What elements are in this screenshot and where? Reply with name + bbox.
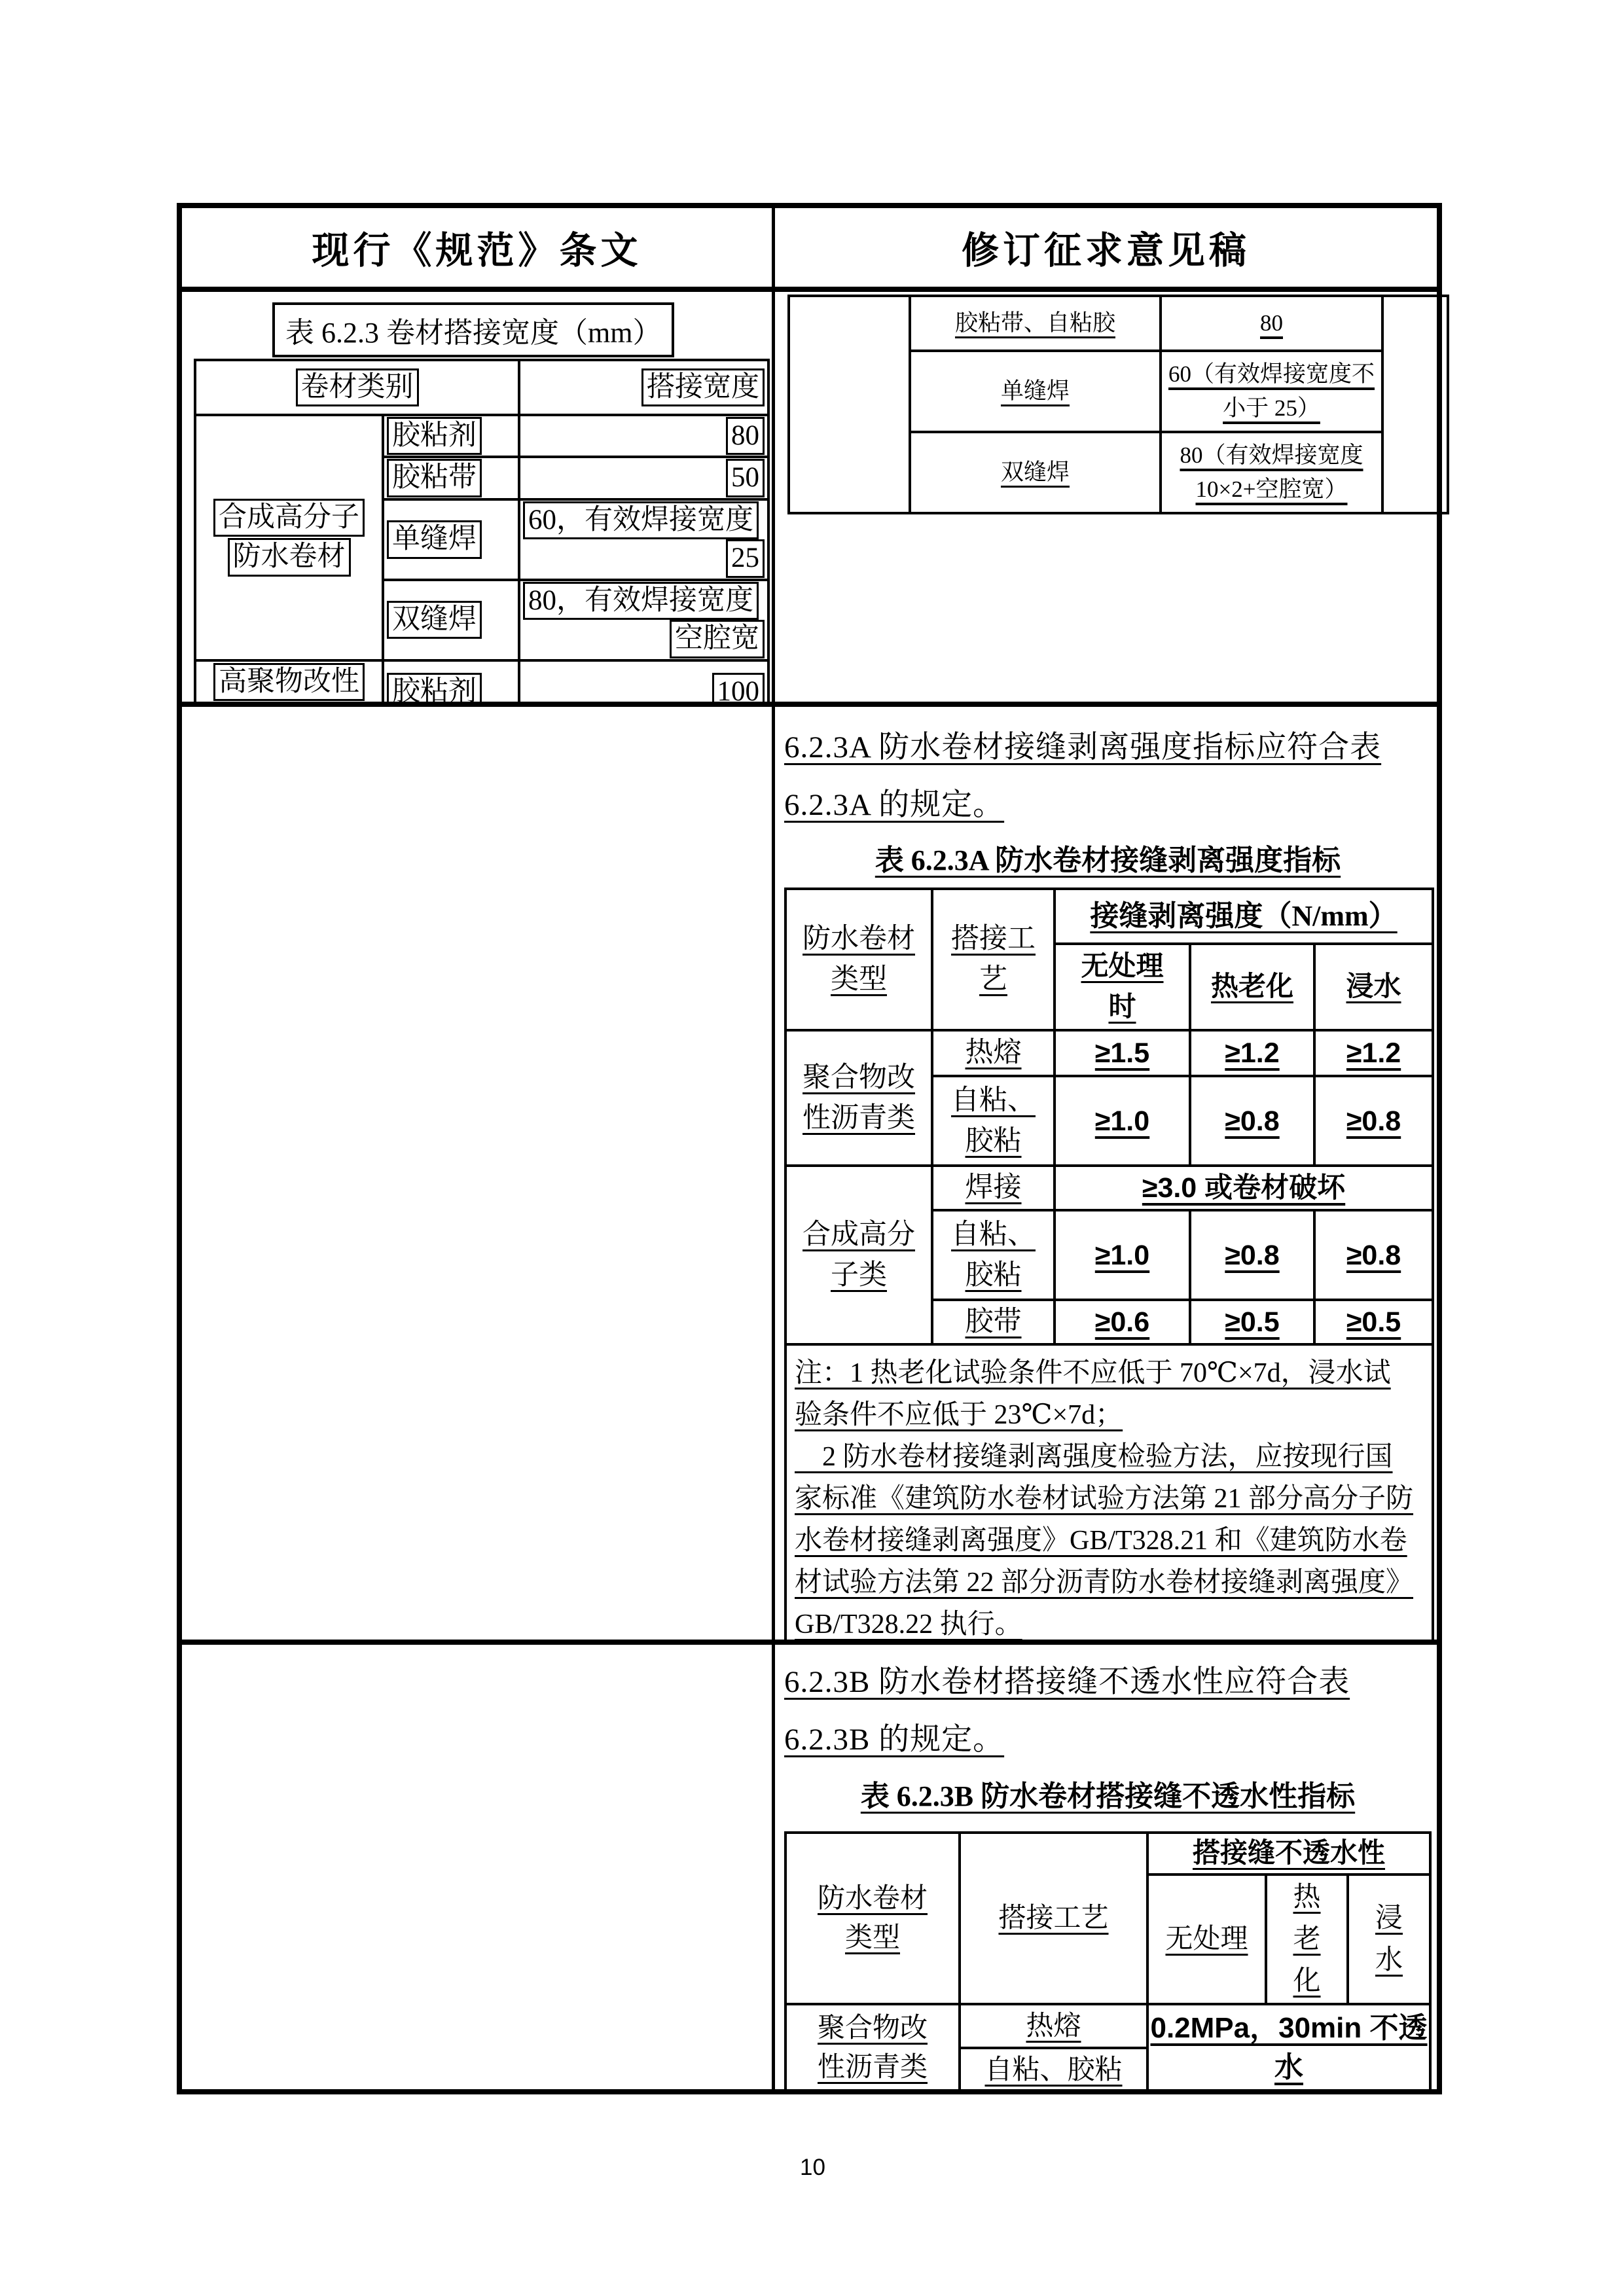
value-text: ≥0.6	[1094, 1306, 1150, 1338]
col-header-peel-strength	[1055, 889, 1433, 944]
category-line: 性沥青类	[803, 1102, 915, 1134]
value-cell	[1055, 1076, 1190, 1166]
col-header-lap-process	[932, 889, 1055, 1030]
category-line: 聚合物改	[817, 2013, 928, 2043]
table-row	[195, 415, 768, 457]
note-line: 验条件不应低于 23℃×7d；	[795, 1400, 1123, 1430]
process-cell	[960, 2004, 1147, 2048]
method-cell	[383, 499, 519, 580]
process-text: 热熔	[965, 1037, 1022, 1068]
table-6-2-3a	[784, 888, 1434, 1655]
vertical-char: 老	[1293, 1924, 1321, 1954]
clause-line: 6.2.3A 的规定。	[784, 788, 1005, 822]
header-line: 无处理	[1165, 1924, 1248, 1954]
value-cell-weld	[1055, 1166, 1433, 1210]
value-text: 50	[726, 459, 765, 497]
header-line: 搭接工	[951, 924, 1036, 954]
impermeability-header-text: 搭接缝不透水性	[1192, 1839, 1385, 1869]
clause-6-2-3b-text	[784, 1653, 1432, 1768]
vertical-char: 浸	[1375, 1903, 1403, 1933]
value-text: ≥0.8	[1346, 1105, 1401, 1137]
subheader-water-immersed	[1314, 944, 1433, 1030]
subheader-untreated	[1147, 1874, 1266, 2004]
col-header-impermeability	[1147, 1833, 1430, 1874]
group-synthetic-polymer	[195, 415, 383, 660]
header-revision-draft-label: 修订征求意见稿	[962, 230, 1250, 272]
category-line: 子类	[831, 1259, 887, 1291]
empty-margin-cell	[1382, 296, 1448, 513]
value-text: ≥1.2	[1346, 1037, 1401, 1069]
clause-line: 6.2.3A 防水卷材接缝剥离强度指标应符合表	[784, 730, 1382, 764]
value-cell	[519, 415, 768, 457]
clause-6-2-3a-text	[784, 719, 1432, 834]
table-notes	[785, 1344, 1433, 1653]
category-line: 合成高分	[803, 1219, 915, 1250]
value-text-line: 10×2+空腔宽）	[1195, 476, 1348, 502]
value-cell	[1314, 1076, 1433, 1166]
value-text-line: 80（有效焊接宽度	[1180, 442, 1363, 468]
value-cell	[1314, 1030, 1433, 1076]
value-text: ≥1.0	[1094, 1239, 1150, 1271]
value-cell	[1161, 351, 1382, 432]
vertical-char: 化	[1293, 1966, 1321, 1996]
note-line: 注：1 热老化试验条件不应低于 70℃×7d，浸水试	[795, 1358, 1391, 1388]
method-text: 双缝焊	[1000, 459, 1070, 485]
value-text: ≥1.5	[1094, 1037, 1150, 1069]
method-cell	[910, 432, 1161, 513]
value-text-line: 60（有效焊接宽度不	[1168, 361, 1375, 387]
process-cell	[960, 2048, 1147, 2092]
category-header-text: 卷材类别	[296, 368, 419, 406]
header-line: 艺	[979, 964, 1007, 995]
header-line: 浸水	[1346, 972, 1401, 1002]
value-text: 100	[712, 673, 765, 711]
process-cell	[932, 1030, 1055, 1076]
value-text-line: 25	[726, 539, 765, 577]
process-cell	[932, 1300, 1055, 1344]
value-text: ≥0.5	[1346, 1306, 1401, 1338]
col-header-category	[195, 360, 519, 415]
value-text: ≥1.0	[1094, 1105, 1150, 1137]
category-synthetic-polymer	[785, 1166, 932, 1344]
note-line: 2 防水卷材接缝剥离强度检验方法，应按现行国	[795, 1442, 1393, 1472]
method-cell	[383, 457, 519, 499]
subheader-heat-aged	[1190, 944, 1314, 1030]
value-cell	[1314, 1300, 1433, 1344]
current-code-empty-a	[182, 707, 775, 1645]
header-line: 防水卷材	[817, 1884, 928, 1914]
group-label-line: 合成高分子	[213, 499, 365, 537]
value-cell	[1190, 1030, 1314, 1076]
clause-6-2-3a-panel	[775, 707, 1437, 1640]
method-text: 单缝焊	[387, 520, 482, 558]
vertical-char: 水	[1375, 1945, 1403, 1975]
lap-width-header-text: 搭接宽度	[641, 368, 765, 406]
method-cell	[910, 296, 1161, 351]
value-text: ≥0.8	[1225, 1105, 1280, 1137]
header-line: 时	[1108, 992, 1136, 1022]
value-cell	[1161, 296, 1382, 351]
process-cell	[932, 1210, 1055, 1300]
method-cell	[383, 580, 519, 660]
table-row-notes	[785, 1344, 1433, 1653]
table-row	[195, 360, 768, 415]
value-cell	[1190, 1076, 1314, 1166]
current-code-empty-b	[182, 1645, 775, 2089]
process-text: 焊接	[965, 1172, 1022, 1203]
value-cell	[519, 499, 768, 580]
process-line: 自粘、	[951, 1085, 1036, 1116]
table-6-2-3a-caption	[784, 839, 1432, 882]
revision-lap-width-table	[787, 295, 1449, 514]
method-cell	[383, 415, 519, 457]
method-text: 胶粘带	[387, 459, 482, 497]
group-label-line: 高聚物改性	[213, 663, 365, 701]
note-line: 水卷材接缝剥离强度》GB/T328.21 和《建筑防水卷	[795, 1526, 1407, 1556]
process-cell	[932, 1166, 1055, 1210]
value-text: 80	[726, 417, 765, 455]
value-cell	[1055, 1300, 1190, 1344]
clause-6-2-3b-panel	[775, 1645, 1437, 2089]
clause-line: 6.2.3B 的规定。	[784, 1723, 1005, 1757]
current-code-section	[182, 292, 775, 707]
header-line: 类型	[831, 964, 887, 995]
value-cell	[1055, 1210, 1190, 1300]
value-cell	[1055, 1030, 1190, 1076]
process-line: 胶粘	[965, 1125, 1022, 1157]
value-text: ≥0.8	[1346, 1239, 1401, 1271]
clause-line: 6.2.3B 防水卷材搭接缝不透水性应符合表	[784, 1665, 1350, 1699]
impermeability-value-cell	[1147, 2004, 1430, 2092]
header-line: 防水卷材	[803, 924, 915, 954]
table-6-2-3b-caption-text: 表 6.2.3B 防水卷材搭接缝不透水性指标	[860, 1780, 1356, 1812]
table-6-2-3-caption	[272, 302, 674, 357]
process-text: 自粘、胶粘	[984, 2054, 1123, 2085]
peel-strength-header-text: 接缝剥离强度（N/mm）	[1090, 900, 1398, 932]
method-text: 双缝焊	[387, 601, 482, 639]
value-cell	[1190, 1210, 1314, 1300]
table-6-2-3a-caption-text: 表 6.2.3A 防水卷材接缝剥离强度指标	[875, 844, 1341, 876]
method-cell	[910, 351, 1161, 432]
page-number: 10	[800, 2155, 825, 2180]
subheader-water-immersed	[1348, 1874, 1430, 2004]
header-line: 无处理	[1081, 952, 1164, 982]
note-line: 家标准《建筑防水卷材试验方法第 21 部分高分子防	[795, 1484, 1414, 1514]
col-header-membrane-type	[785, 889, 932, 1030]
value-text-line: 0.2MPa，30min 不透	[1150, 2012, 1428, 2044]
value-text-line: 小于 25）	[1223, 395, 1320, 421]
table-6-2-3-caption-text: 表 6.2.3 卷材搭接宽度（mm）	[285, 317, 662, 349]
value-text-line: 空腔宽	[670, 620, 765, 658]
revision-section-top	[775, 292, 1437, 707]
category-polymer-bitumen	[785, 2004, 960, 2092]
empty-continuation-cell	[789, 296, 910, 513]
method-text: 单缝焊	[1000, 378, 1070, 404]
group-label-line: 防水卷材	[228, 538, 351, 576]
subheader-untreated	[1055, 944, 1190, 1030]
value-cell	[519, 580, 768, 660]
process-text: 胶带	[965, 1306, 1022, 1337]
col-header-lap-process	[960, 1833, 1147, 2004]
header-line: 热老化	[1210, 972, 1293, 1002]
value-text: 80	[1260, 310, 1283, 336]
value-cell	[1314, 1210, 1433, 1300]
header-current-code	[182, 208, 775, 292]
revision-section-b	[775, 1645, 1437, 2089]
revision-section-a	[775, 707, 1437, 1645]
process-text: 热熔	[1026, 2011, 1081, 2041]
table-row	[785, 1030, 1433, 1076]
col-header-membrane-type	[785, 1833, 960, 2004]
header-current-code-label: 现行《规范》条文	[312, 230, 642, 272]
note-line: 材试验方法第 22 部分沥青防水卷材接缝剥离强度》	[795, 1568, 1414, 1598]
value-text: ≥0.8	[1225, 1239, 1280, 1271]
process-line: 胶粘	[965, 1259, 1022, 1291]
value-text-line: 80，有效焊接宽度	[523, 582, 759, 620]
comparison-table	[177, 203, 1442, 2094]
value-text-line: 60，有效焊接宽度	[523, 501, 759, 539]
value-text: ≥0.5	[1225, 1306, 1280, 1338]
header-revision-draft	[775, 208, 1437, 292]
table-row	[789, 296, 1448, 351]
value-cell	[519, 457, 768, 499]
table-row	[785, 1166, 1433, 1210]
col-header-lap-width	[519, 360, 768, 415]
note-line: GB/T328.22 执行。	[795, 1609, 1022, 1640]
category-polymer-bitumen	[785, 1030, 932, 1166]
value-text: ≥1.2	[1225, 1037, 1280, 1069]
table-row	[785, 889, 1433, 944]
vertical-char: 热	[1293, 1882, 1321, 1912]
category-line: 性沥青类	[817, 2053, 928, 2083]
value-text: ≥3.0 或卷材破坏	[1142, 1172, 1346, 1204]
subheader-heat-aged	[1266, 1874, 1348, 2004]
method-text: 胶粘带、自粘胶	[954, 310, 1115, 336]
method-text: 胶粘剂	[387, 673, 482, 711]
value-text-line: 水	[1274, 2051, 1303, 2083]
table-6-2-3b-caption	[784, 1775, 1432, 1818]
process-cell	[932, 1076, 1055, 1166]
value-cell	[1161, 432, 1382, 513]
table-row	[785, 1833, 1430, 1874]
method-text: 胶粘剂	[387, 417, 482, 455]
process-line: 自粘、	[951, 1219, 1036, 1250]
header-line: 类型	[844, 1923, 900, 1953]
table-6-2-3b	[784, 1831, 1432, 2093]
header-line: 搭接工艺	[998, 1903, 1109, 1933]
value-cell	[1190, 1300, 1314, 1344]
table-row	[785, 2004, 1430, 2048]
category-line: 聚合物改	[803, 1062, 915, 1093]
